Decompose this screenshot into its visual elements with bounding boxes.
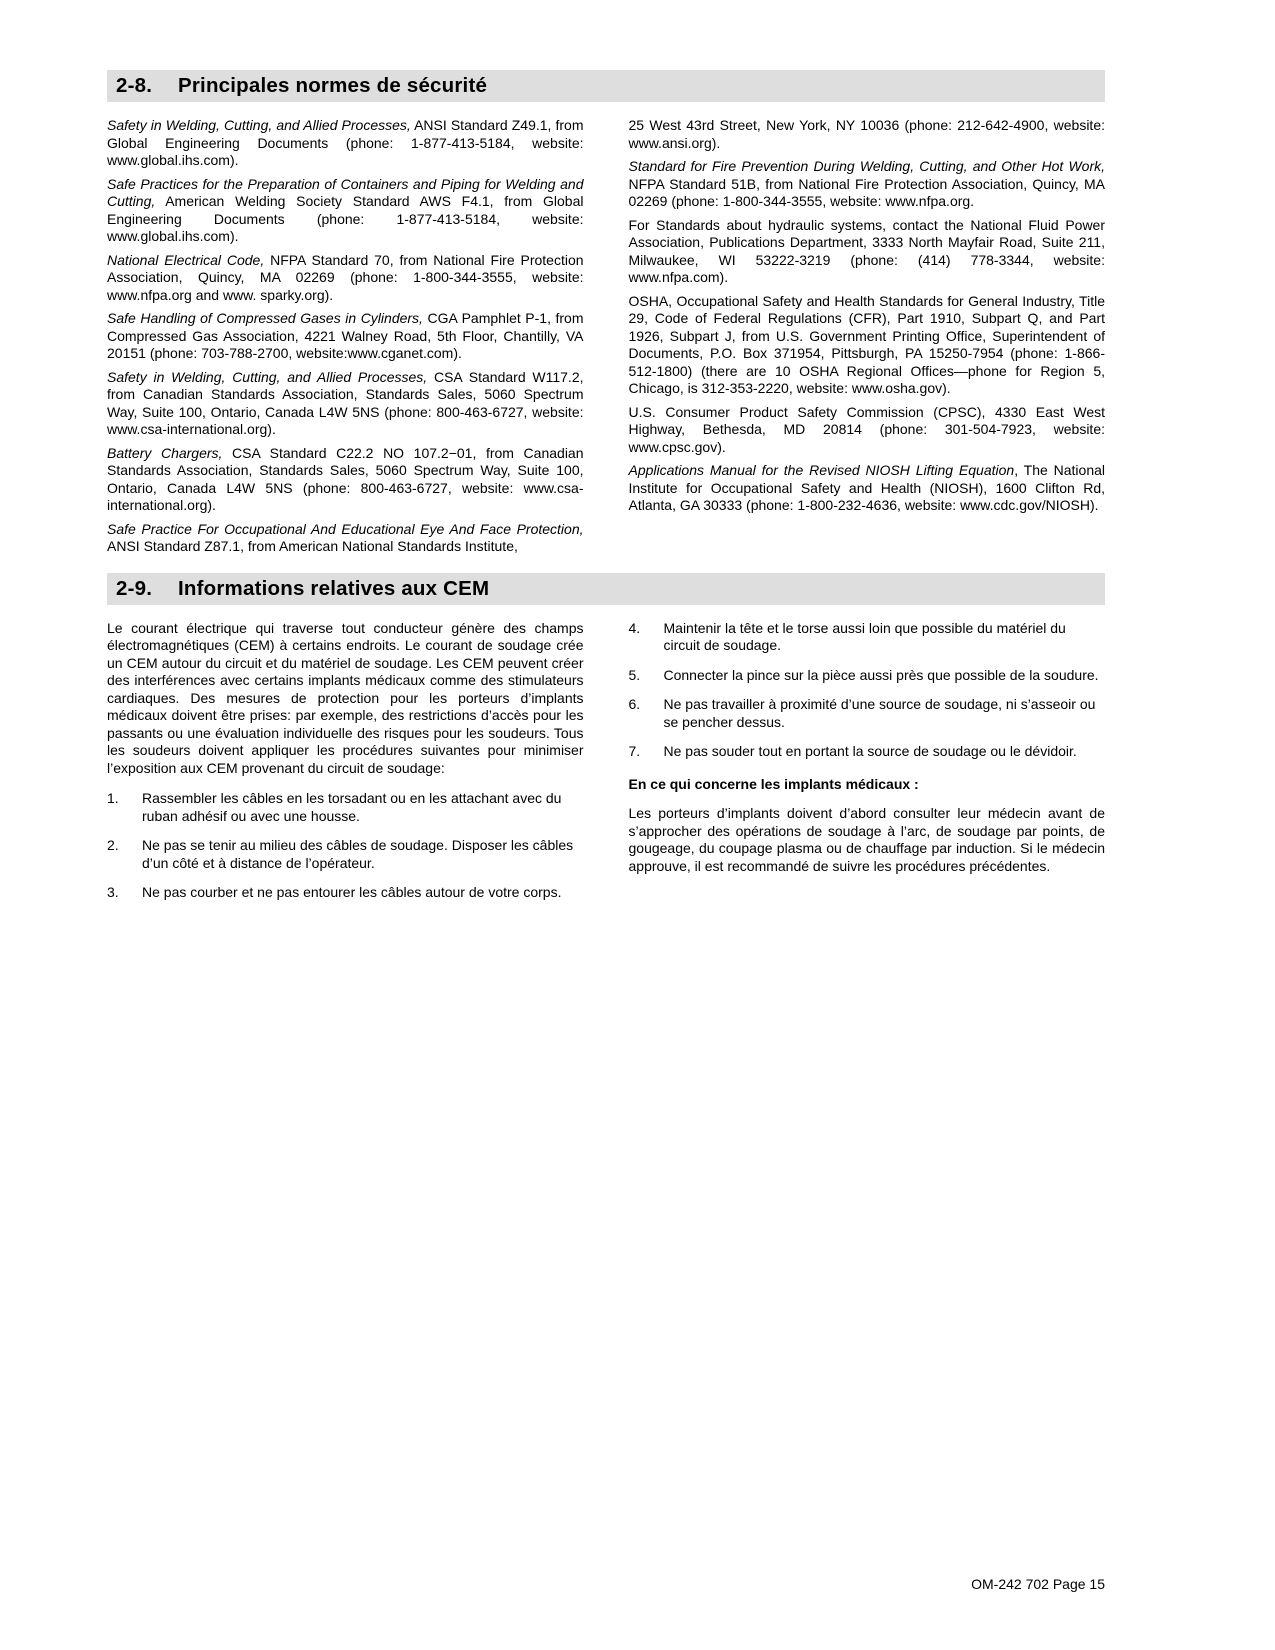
- section-2-9-body: [107, 620, 1105, 914]
- list-item: [629, 667, 1106, 685]
- cem-intro-paragraph: Le courant électrique qui traverse tout conducteur génère des champs électromagnétiques (CEM) à certains endroits. Le courant de soudage crée un CEM autour du circuit et du matériel de soudage. Les CEM peuvent créer des interférences avec certains implants médicaux comme des stimulateurs cardiaques. Des mesures de protection pour les porteurs d’implants médicaux doivent être prises: par exemple, des restrictions d’accès pour les passants ou une évaluation individuelle des risques pour les soudeurs. Tous les soudeurs doivent appliquer les procédures suivantes pour minimiser l’exposition aux CEM provenant du circuit de soudage:: [107, 619, 584, 776]
- reference-title: Safety in Welding, Cutting, and Allied Processes,: [107, 368, 428, 385]
- section-2-8-header: [107, 70, 1105, 102]
- section-2-8-right-column: [629, 117, 1106, 562]
- reference-title: Safety in Welding, Cutting, and Allied Processes,: [107, 117, 411, 133]
- section-2-9-right-column: [629, 620, 1106, 914]
- section-2-9-title: Informations relatives aux CEM: [178, 576, 490, 600]
- reference-detail: For Standards about hydraulic systems, contact the National Fluid Power Association, Publications Department, 3333 North Mayfair Road, Suite 211, Milwaukee, WI 53222-3219 (phone: (414) 778-3344, website: www.nfpa.com).: [628, 216, 1105, 285]
- list-item: [107, 837, 584, 872]
- reference-paragraph: [107, 176, 584, 246]
- reference-paragraph: [107, 445, 584, 515]
- section-2-8-left-column: [107, 117, 584, 562]
- reference-detail: NFPA Standard 51B, from National Fire Protection Association, Quincy, MA 02269 (phone: 1-800-344-3555, website: www.nfpa.org.: [628, 175, 1105, 209]
- reference-paragraph: [629, 293, 1106, 398]
- section-2-9-left-column: [107, 620, 584, 914]
- list-item-text: Ne pas se tenir au milieu des câbles de soudage. Disposer les câbles d’un côté et à distance de l’opérateur.: [142, 837, 574, 871]
- list-item-number: 5.: [628, 666, 641, 683]
- implants-paragraph: Les porteurs d’implants doivent d’abord consulter leur médecin avant de s’approcher des opérations de soudage à l’arc, de soudage par points, de gougeage, du coupage plasma ou de chauffage par induction. Si le médecin approuve, il est recommandé de suivre les procédures précédentes.: [628, 805, 1105, 874]
- list-item-text: Ne pas souder tout en portant la source de soudage ou le dévidoir.: [663, 743, 1077, 759]
- section-2-8-title: Principales normes de sécurité: [178, 74, 488, 97]
- list-item: [629, 743, 1106, 761]
- reference-title: Safe Handling of Compressed Gases in Cylinders,: [107, 310, 423, 326]
- list-item-text: Rassembler les câbles en les torsadant ou en les attachant avec du ruban adhésif ou avec une housse.: [142, 790, 562, 824]
- list-item: [107, 884, 584, 902]
- reference-title: Safe Practice For Occupational And Educational Eye And Face Protection,: [107, 520, 584, 537]
- reference-detail: U.S. Consumer Product Safety Commission (CPSC), 4330 East West Highway, Bethesda, MD 20814 (phone: 301-504-7923, website: www.cpsc.gov).: [628, 403, 1105, 455]
- list-item-number: 2.: [107, 837, 119, 853]
- list-item: [629, 620, 1106, 655]
- section-2-8-number: 2-8.: [116, 74, 153, 97]
- reference-paragraph: [629, 404, 1106, 457]
- list-item-number: 1.: [107, 790, 119, 806]
- reference-detail: CSA Standard W117.2, from Canadian Standards Association, Standards Sales, 5060 Spectrum Way, Suite 100, Ontario, Canada L4W 5NS (phone: 800-463-6727, website: www.csa-international.org).: [107, 368, 584, 437]
- reference-title: National Electrical Code,: [107, 251, 265, 268]
- section-2-9-header: [107, 573, 1105, 605]
- reference-title: Battery Chargers,: [107, 444, 223, 461]
- reference-detail: , The National Institute for Occupational Safety and Health (NIOSH), 1600 Clifton Rd, Atlanta, GA 30333 (phone: 1-800-232-4636, website: www.cdc.gov/NIOSH).: [628, 462, 1106, 513]
- reference-detail: ANSI Standard Z49.1, from Global Engineering Documents (phone: 1-877-413-5184, website: www.global.ihs.com).: [107, 117, 584, 168]
- reference-detail: CGA Pamphlet P-1, from Compressed Gas Association, 4221 Walney Road, 5th Floor, Chantilly, VA 20151 (phone: 703-788-2700, website:www.cganet.com).: [107, 310, 584, 361]
- list-item-number: 6.: [628, 696, 641, 712]
- reference-paragraph: [107, 252, 584, 305]
- page-content: [107, 70, 1105, 914]
- list-item-text: Connecter la pince sur la pièce aussi près que possible de la soudure.: [663, 666, 1099, 683]
- list-item-number: 3.: [107, 884, 119, 900]
- list-item-text: Maintenir la tête et le torse aussi loin que possible du matériel du circuit de soudage.: [663, 619, 1066, 653]
- list-item-number: 7.: [628, 743, 641, 759]
- reference-paragraph: [629, 158, 1106, 211]
- reference-paragraph: [629, 462, 1106, 515]
- reference-paragraph: [107, 117, 584, 170]
- implants-heading: En ce qui concerne les implants médicaux :: [628, 775, 919, 792]
- list-item-text: Ne pas travailler à proximité d’une source de soudage, ni s’asseoir ou se pencher dessus.: [663, 696, 1096, 730]
- list-item-text: Ne pas courber et ne pas entourer les câbles autour de votre corps.: [142, 884, 562, 900]
- reference-paragraph: [107, 310, 584, 363]
- reference-detail: American Welding Society Standard AWS F4.1, from Global Engineering Documents (phone: 1-877-413-5184, website: www.global.ihs.com).: [107, 193, 584, 244]
- list-item: [107, 790, 584, 825]
- reference-paragraph: [629, 117, 1106, 152]
- reference-title: Applications Manual for the Revised NIOSH Lifting Equation: [628, 462, 1015, 478]
- section-2-8-body: [107, 117, 1105, 562]
- list-item: [629, 696, 1106, 731]
- reference-paragraph: [107, 521, 584, 556]
- list-item-number: 4.: [628, 619, 641, 636]
- reference-paragraph: [107, 369, 584, 439]
- reference-detail: CSA Standard C22.2 NO 107.2−01, from Canadian Standards Association, Standards Sales, 5060 Spectrum Way, Suite 100, Ontario, Canada L4W 5NS (phone: 800-463-6727, website: www.csa-international.org).: [107, 444, 584, 513]
- reference-title: Standard for Fire Prevention During Welding, Cutting, and Other Hot Work,: [628, 158, 1105, 174]
- section-2-9-number: 2-9.: [116, 576, 153, 600]
- reference-detail: ANSI Standard Z87.1, from American National Standards Institute,: [107, 538, 518, 554]
- reference-paragraph: [629, 217, 1106, 287]
- reference-detail: NFPA Standard 70, from National Fire Protection Association, Quincy, MA 02269 (phone: 1-800-344-3555, website: www.nfpa.org and www. sparky.org).: [107, 251, 584, 303]
- reference-detail: OSHA, Occupational Safety and Health Standards for General Industry, Title 29, Code of Federal Regulations (CFR), Part 1910, Subpart Q, and Part 1926, Subpart J, from U.S. Government Printing Office, Superintendent of Documents, P.O. Box 371954, Pittsburgh, PA 15250-7954 (phone: 1-866-512-1800) (there are 10 OSHA Regional Offices—phone for Region 5, Chicago, is 312-353-2220, website: www.osha.gov).: [628, 292, 1105, 396]
- reference-detail: 25 West 43rd Street, New York, NY 10036 (phone: 212-642-4900, website: www.ansi.org).: [628, 117, 1105, 151]
- reference-title: Safe Practices for the Preparation of Containers and Piping for Welding and Cutting,: [107, 175, 584, 209]
- page-footer: OM-242 702 Page 15: [971, 1576, 1105, 1592]
